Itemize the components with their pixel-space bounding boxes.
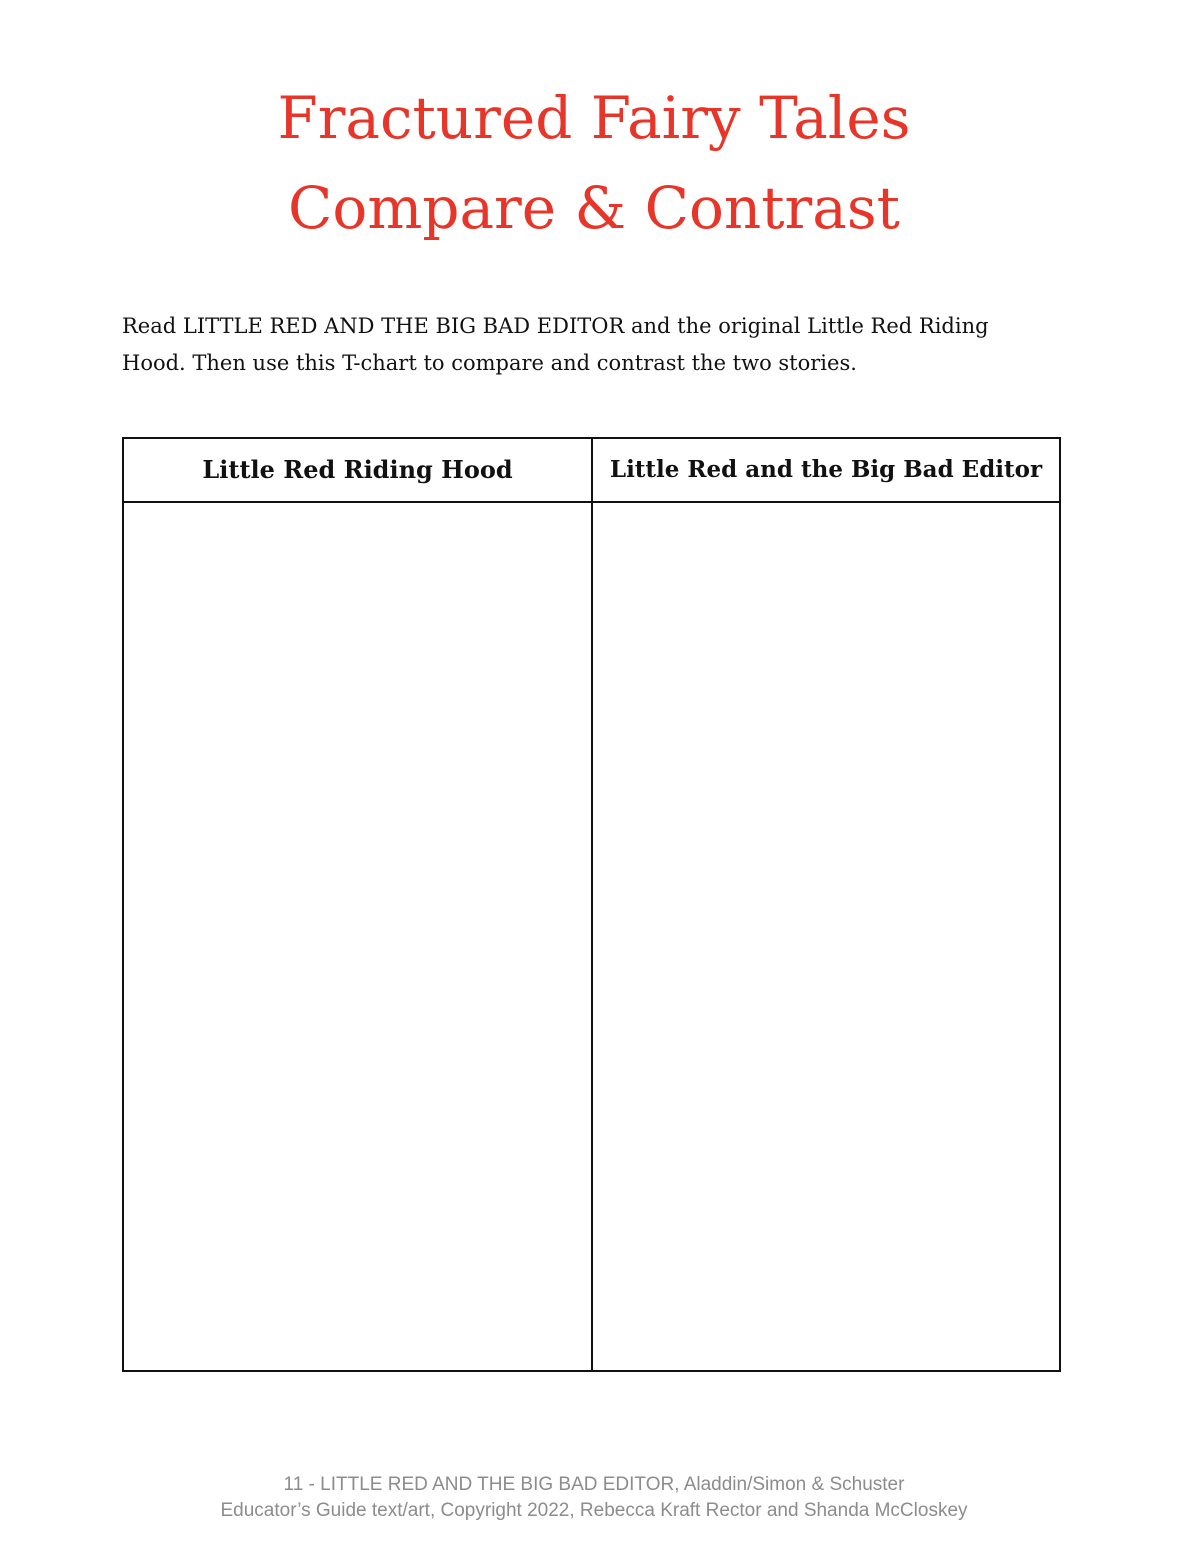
footer bbox=[0, 1472, 1188, 1524]
page-title-line-2: Compare & Contrast bbox=[288, 174, 900, 242]
footer-line-2: Educator’s Guide text/art, Copyright 2022, Rebecca Kraft Rector and Shanda McCloskey bbox=[220, 1500, 968, 1521]
column-area-fractured[interactable] bbox=[593, 503, 1059, 1370]
column-header-original: Little Red Riding Hood bbox=[202, 455, 513, 484]
column-header-fractured: Little Red and the Big Bad Editor bbox=[609, 456, 1043, 483]
instructions: Read LITTLE RED AND THE BIG BAD EDITOR and the original Little Red Riding Hood. Then use this T-chart to compare and contrast the two stories. bbox=[122, 314, 989, 375]
page-title-line-1: Fractured Fairy Tales bbox=[277, 84, 911, 152]
footer-line-1: 11 - LITTLE RED AND THE BIG BAD EDITOR, Aladdin/Simon & Schuster bbox=[283, 1474, 905, 1495]
column-area-original[interactable] bbox=[124, 503, 591, 1370]
t-chart bbox=[122, 437, 1061, 1372]
